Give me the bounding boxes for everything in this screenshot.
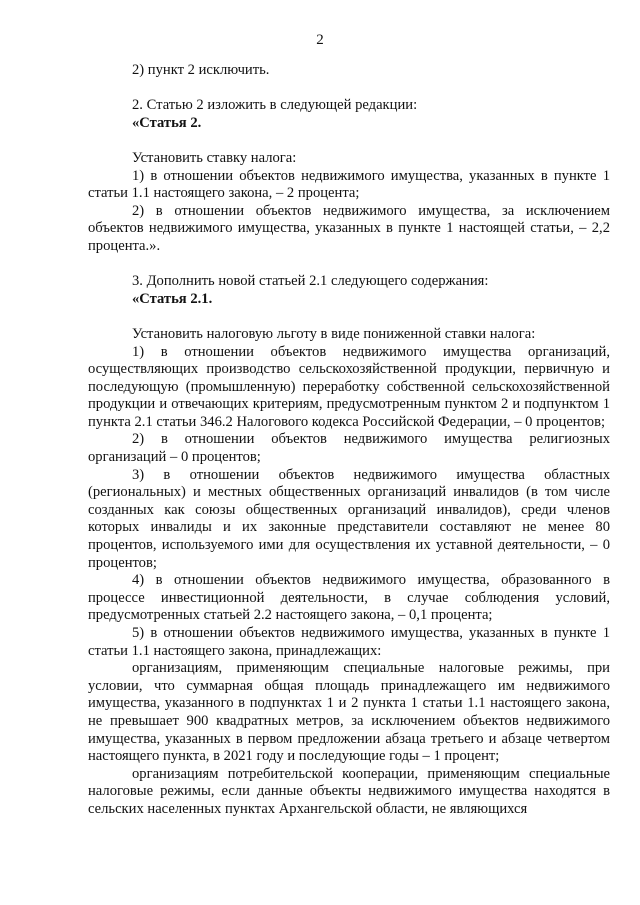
document-body <box>88 62 610 819</box>
spacer <box>88 132 610 150</box>
paragraph: 2) в отношении объектов недвижимого имущества религиозных организаций – 0 процентов; <box>88 431 610 466</box>
paragraph: 3) в отношении объектов недвижимого имущества областных (региональных) и местных общественных организаций инвалидов (в том числе созданных как союзы общественных организаций инвалидов), среди членов которых инвалиды и их законные представители составляют не менее 80 процентов, используемого ими для осуществления их уставной деятельности, – 0 процентов; <box>88 466 610 571</box>
paragraph: 2. Статью 2 изложить в следующей редакции: <box>132 97 418 114</box>
paragraph: 1) в отношении объектов недвижимого имущества организаций, осуществляющих производство сельскохозяйственной продукции, первичную и последующую (промышленную) переработку собственной сельскохозяйственной продукции и отвечающих критериям, предусмотренным пунктом 2 и подпунктом 1 пункта 2.1 статьи 346.2 Налогового кодекса Российской Федерации, – 0 процентов; <box>88 343 610 430</box>
paragraph: 1) в отношении объектов недвижимого имущества, указанных в пункте 1 статьи 1.1 настоящего закона, – 2 процента; <box>88 167 610 202</box>
paragraph: организациям потребительской кооперации, применяющим специальные налоговые режимы, если данные объекты недвижимого имущества находятся в сельских населенных пунктах Архангельской области, не являющихся <box>88 765 610 817</box>
article-heading: «Статья 2.1. <box>132 290 213 307</box>
paragraph: Установить ставку налога: <box>132 149 297 166</box>
spacer <box>88 256 610 274</box>
article-heading: «Статья 2. <box>132 114 202 131</box>
page-number: 2 <box>316 32 324 48</box>
spacer <box>88 80 610 98</box>
paragraph: 2) в отношении объектов недвижимого имущества, за исключением объектов недвижимого имущества, указанных в пункте 1 настоящей статьи, – 2,2 процента.». <box>88 202 610 254</box>
paragraph: 4) в отношении объектов недвижимого имущества, образованного в процессе инвестиционной деятельности, в случае соблюдения условий, предусмотренных статьей 2.2 настоящего закона, – 0,1 процента; <box>88 572 610 624</box>
paragraph: 3. Дополнить новой статьей 2.1 следующего содержания: <box>132 273 489 290</box>
paragraph: Установить налоговую льготу в виде пониженной ставки налога: <box>132 325 536 342</box>
spacer <box>88 308 610 326</box>
paragraph: организациям, применяющим специальные налоговые режимы, при условии, что суммарная общая площадь принадлежащего им недвижимого имущества, указанного в подпунктах 1 и 2 пункта 1 статьи 1.1 настоящего закона, не превышает 900 квадратных метров, за исключением объектов недвижимого имущества, указанных в первом предложении абзаца третьего и абзаце четвертом настоящего пункта, в 2021 году и последующие годы – 1 процент; <box>88 660 610 765</box>
paragraph: 5) в отношении объектов недвижимого имущества, указанных в пункте 1 статьи 1.1 настоящего закона, принадлежащих: <box>88 625 610 659</box>
paragraph: 2) пункт 2 исключить. <box>132 62 270 78</box>
